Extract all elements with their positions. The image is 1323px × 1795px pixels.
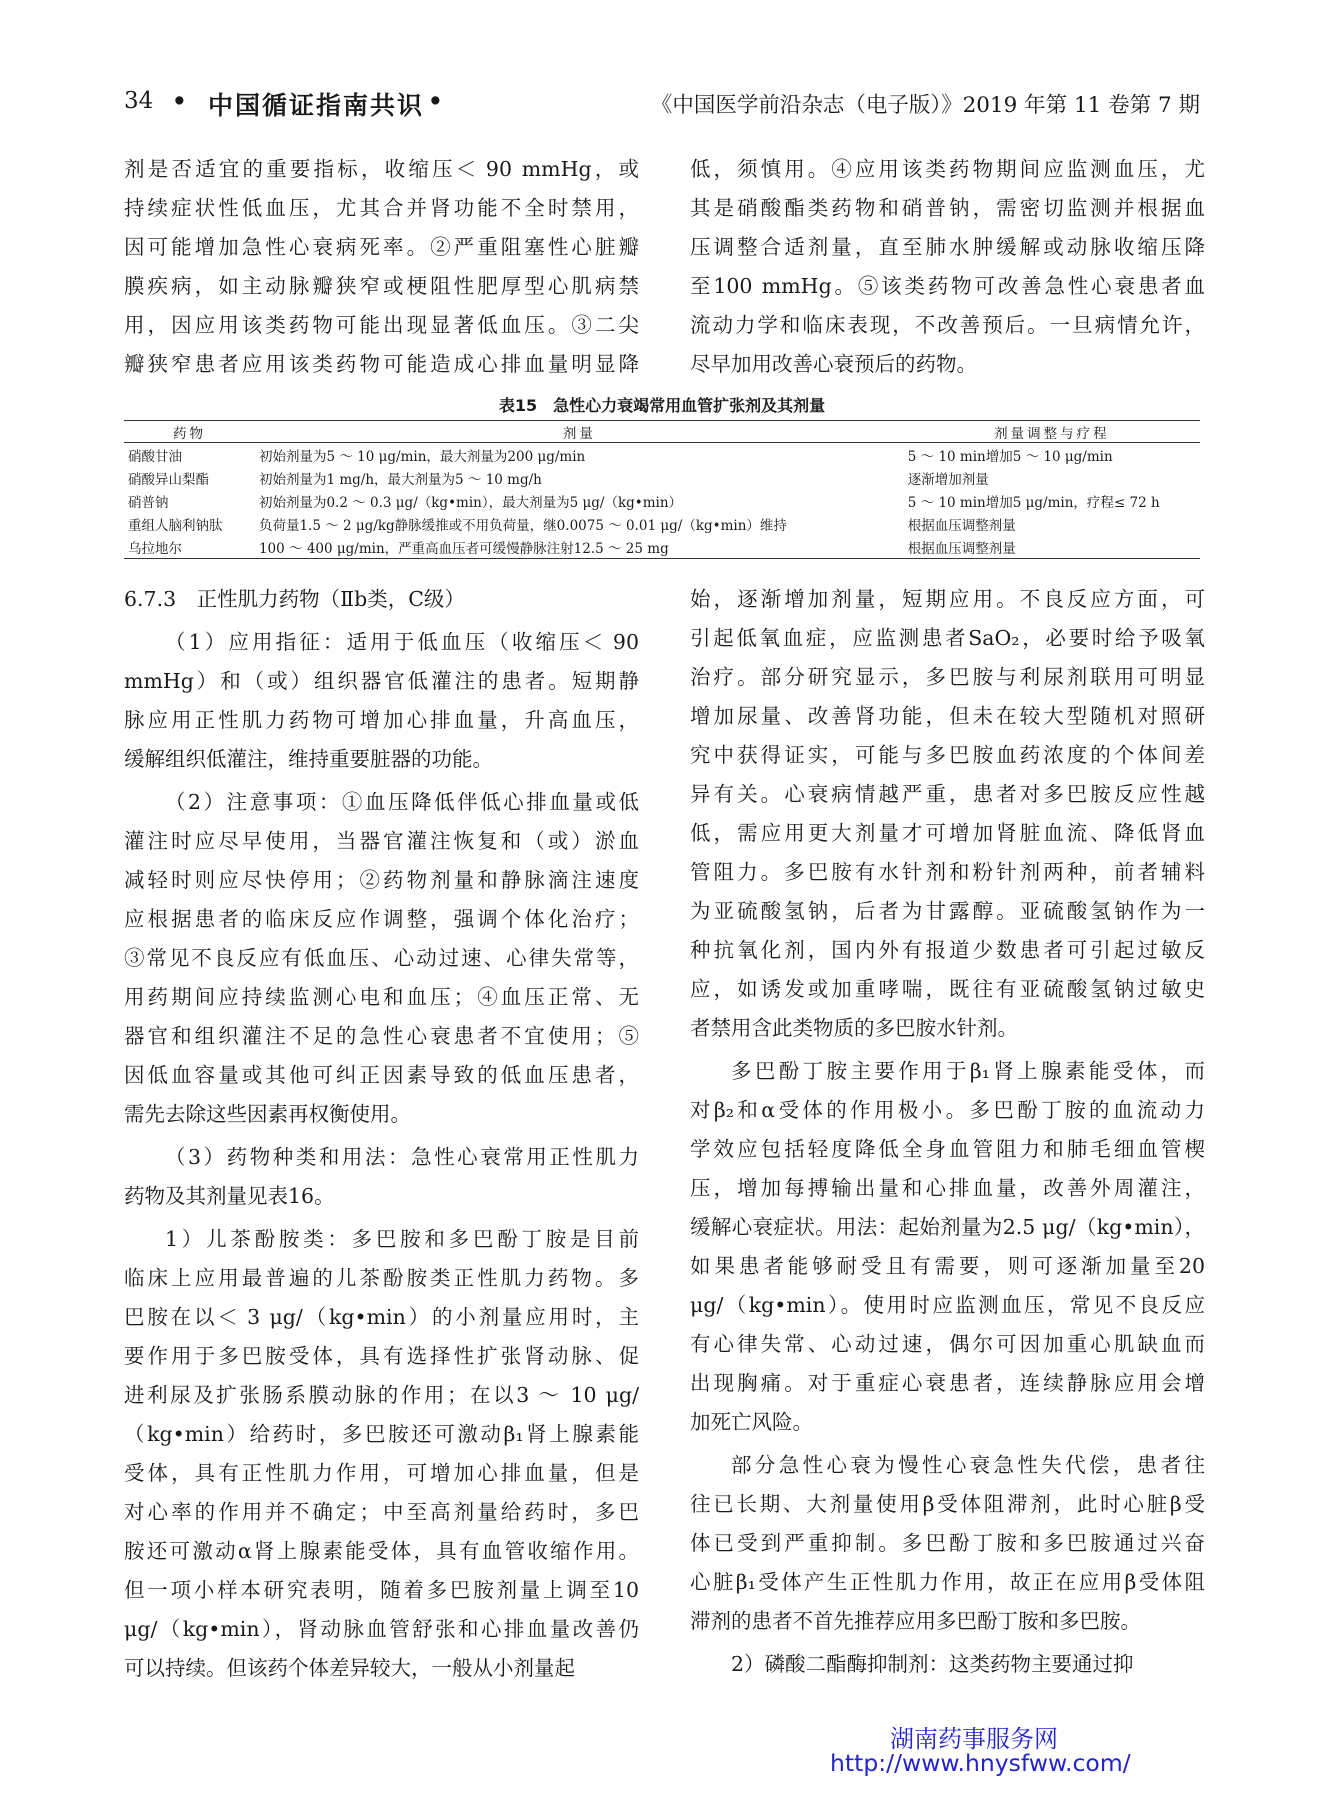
text-line: 药物及其剂量见表16。 (124, 1184, 335, 1208)
table-cell-dosage: 初始剂量为1 mg/h，最大剂量为5 ～ 10 mg/h (258, 471, 542, 488)
text-line: 巴胺在以＜ 3 μg/（kg•min）的小剂量应用时，主 (124, 1305, 639, 1329)
text-line: 用药期间应持续监测心电和血压；④血压正常、无 (124, 985, 639, 1009)
table-cell-adjustment: 根据血压调整剂量 (907, 517, 1016, 534)
text-line: 用，因应用该类药物可能出现显著低血压。③二尖 (124, 313, 639, 337)
text-line: 进利尿及扩张肠系膜动脉的作用；在以3 ～ 10 μg/ (124, 1383, 639, 1407)
text-line: ③常见不良反应有低血压、心动过速、心律失常等， (124, 946, 639, 970)
text-line: 多巴酚丁胺主要作用于β₁肾上腺素能受体，而 (731, 1059, 1205, 1083)
table-row (124, 489, 1200, 512)
table-row (124, 443, 1200, 467)
text-line: 低，需应用更大剂量才可增加肾脏血流、降低肾血 (690, 821, 1205, 845)
text-line: 受体，具有正性肌力作用，可增加心排血量，但是 (124, 1461, 639, 1485)
text-line: 但一项小样本研究表明，随着多巴胺剂量上调至10 (124, 1578, 639, 1602)
text-line: 有心律失常、心动过速，偶尔可因加重心肌缺血而 (690, 1332, 1205, 1356)
table-cell-drug: 硝酸异山梨酯 (128, 471, 209, 488)
text-line: 低，须慎用。④应用该类药物期间应监测血压，尤 (690, 157, 1205, 181)
column-left-bottom (124, 580, 639, 1688)
text-line: 剂是否适宜的重要指标，收缩压＜ 90 mmHg，或 (124, 157, 639, 181)
column-right-bottom (690, 580, 1205, 1684)
text-line: 临床上应用最普遍的儿茶酚胺类正性肌力药物。多 (124, 1266, 639, 1290)
text-line: 缓解心衰症状。用法：起始剂量为2.5 μg/（kg•min）， (690, 1215, 1205, 1239)
table-cell-adjustment: 5 ～ 10 min增加5 μg/min，疗程≤ 72 h (907, 494, 1160, 511)
table-cell-adjustment: 根据血压调整剂量 (904, 535, 1200, 559)
text-line: 为亚硫酸氢钠，后者为甘露醇。亚硫酸氢钠作为一 (690, 899, 1205, 923)
text-line: 需先去除这些因素再权衡使用。 (124, 1102, 411, 1126)
text-line: 增加尿量、改善肾功能，但未在较大型随机对照研 (690, 704, 1205, 728)
column-left-top (124, 150, 639, 384)
watermark-site-name: 湖南药事服务网 (890, 1725, 1058, 1753)
header-bullet-right: • (428, 88, 443, 115)
text-line: （kg•min）给药时，多巴胺还可激动β₁肾上腺素能 (124, 1422, 639, 1446)
text-line: 种抗氧化剂，国内外有报道少数患者可引起过敏反 (690, 938, 1205, 962)
text-line: 部分急性心衰为慢性心衰急性失代偿，患者往 (731, 1453, 1205, 1477)
text-line: 如果患者能够耐受且有需要，则可逐渐加量至20 (690, 1254, 1205, 1278)
watermark-url: http://www.hnysfww.com/ (830, 1749, 1131, 1777)
text-line: 引起低氧血症，应监测患者SaO₂，必要时给予吸氧 (690, 626, 1205, 650)
table-row (124, 535, 1200, 559)
vasodilator-dosage-table (124, 420, 1200, 559)
table-caption: 表15 急性心力衰竭常用血管扩张剂及其剂量 (498, 396, 826, 415)
text-line: 灌注时应尽早使用，当器官灌注恢复和（或）淤血 (124, 829, 639, 853)
text-line: 器官和组织灌注不足的急性心衰患者不宜使用；⑤ (124, 1024, 639, 1048)
text-line: 因可能增加急性心衰病死率。②严重阻塞性心脏瓣 (124, 235, 639, 259)
journal-info: 《中国医学前沿杂志（电子版）》2019 年第 11 卷第 7 期 (650, 93, 1200, 118)
header-bullet-left: • (172, 88, 187, 115)
table-cell-drug: 硝普钠 (128, 494, 169, 511)
text-line: 要作用于多巴胺受体，具有选择性扩张肾动脉、促 (124, 1344, 639, 1368)
text-line: 异有关。心衰病情越严重，患者对多巴胺反应性越 (690, 782, 1205, 806)
text-line: 应，如诱发或加重哮喘，既往有亚硫酸氢钠过敏史 (690, 977, 1205, 1001)
table-cell-dosage: 负荷量1.5 ～ 2 μg/kg静脉缓推或不用负荷量，继0.0075 ～ 0.01 μg/（kg•min）维持 (258, 517, 787, 534)
text-line: 对心率的作用并不确定；中至高剂量给药时，多巴 (124, 1500, 639, 1524)
text-line: （3）药物种类和用法：急性心衰常用正性肌力 (165, 1145, 639, 1169)
table-header-adjustment: 剂量调整与疗程 (904, 421, 1200, 443)
text-line: 往已长期、大剂量使用β受体阻滞剂，此时心脏β受 (690, 1492, 1205, 1516)
text-line: 体已受到严重抑制。多巴酚丁胺和多巴胺通过兴奋 (690, 1531, 1205, 1555)
table-header-row (124, 421, 1200, 443)
text-line: 始，逐渐增加剂量，短期应用。不良反应方面，可 (690, 587, 1205, 611)
text-line: 加死亡风险。 (690, 1410, 813, 1434)
table-header-drug: 药物 (124, 421, 255, 443)
text-line: 持续症状性低血压，尤其合并肾功能不全时禁用， (124, 196, 639, 220)
text-line: 1）儿茶酚胺类：多巴胺和多巴酚丁胺是目前 (165, 1227, 639, 1251)
page-number: 34 (124, 88, 154, 114)
text-line: 压，增加每搏输出量和心排血量，改善外周灌注， (690, 1176, 1205, 1200)
text-line: 者禁用含此类物质的多巴胺水针剂。 (690, 1016, 1018, 1040)
table-cell-dosage: 初始剂量为5 ～ 10 μg/min，最大剂量为200 μg/min (258, 448, 586, 465)
journal-section-tag: 中国循证指南共识 (208, 91, 425, 120)
text-line: 因低血容量或其他可纠正因素导致的低血压患者， (124, 1063, 639, 1087)
text-line: 对β₂和α受体的作用极小。多巴酚丁胺的血流动力 (690, 1098, 1205, 1122)
table-row (124, 466, 1200, 489)
text-line: 治疗。部分研究显示，多巴胺与利尿剂联用可明显 (690, 665, 1205, 689)
table-cell-drug: 乌拉地尔 (124, 535, 255, 559)
running-header (124, 86, 1200, 126)
text-line: mmHg）和（或）组织器官低灌注的患者。短期静 (124, 669, 639, 693)
table-cell-adjustment: 逐渐增加剂量 (907, 471, 989, 488)
text-line: （2）注意事项：①血压降低伴低心排血量或低 (165, 790, 639, 814)
text-line: 应根据患者的临床反应作调整，强调个体化治疗； (124, 907, 639, 931)
text-line: 管阻力。多巴胺有水针剂和粉针剂两种，前者辅料 (690, 860, 1205, 884)
text-line: 6.7.3 正性肌力药物（Ⅱb类，C级） (124, 587, 465, 611)
table-cell-drug: 硝酸甘油 (128, 448, 182, 465)
text-line: 滞剂的患者不首先推荐应用多巴酚丁胺和多巴胺。 (690, 1609, 1141, 1633)
table-cell-drug: 重组人脑利钠肽 (128, 517, 223, 534)
text-line: 2）磷酸二酯酶抑制剂：这类药物主要通过抑 (731, 1652, 1134, 1676)
text-line: 胺还可激动α肾上腺素能受体，具有血管收缩作用。 (124, 1539, 639, 1563)
text-line: 压调整合适剂量，直至肺水肿缓解或动脉收缩压降 (690, 235, 1205, 259)
text-line: 究中获得证实，可能与多巴胺血药浓度的个体间差 (690, 743, 1205, 767)
text-line: 学效应包括轻度降低全身血管阻力和肺毛细血管楔 (690, 1137, 1205, 1161)
text-line: 至100 mmHg。⑤该类药物可改善急性心衰患者血 (690, 274, 1205, 298)
table-cell-adjustment: 5 ～ 10 min增加5 ～ 10 μg/min (907, 448, 1113, 465)
text-line: 膜疾病，如主动脉瓣狭窄或梗阻性肥厚型心肌病禁 (124, 274, 639, 298)
table-header-dosage: 剂量 (255, 421, 904, 443)
text-line: 心脏β₁受体产生正性肌力作用，故正在应用β受体阻 (690, 1570, 1205, 1594)
text-line: 可以持续。但该药个体差异较大，一般从小剂量起 (124, 1656, 575, 1680)
text-line: 流动力学和临床表现，不改善预后。一旦病情允许， (690, 313, 1205, 337)
text-line: 尽早加用改善心衰预后的药物。 (690, 352, 977, 376)
table-cell-dosage: 100 ～ 400 μg/min，严重高血压者可缓慢静脉注射12.5 ～ 25 mg (255, 535, 904, 559)
text-line: μg/（kg•min）。使用时应监测血压，常见不良反应 (690, 1293, 1205, 1317)
text-line: 缓解组织低灌注，维持重要脏器的功能。 (124, 747, 493, 771)
text-line: μg/（kg•min），肾动脉血管舒张和心排血量改善仍 (124, 1617, 639, 1641)
table-row (124, 512, 1200, 535)
column-right-top (690, 150, 1205, 384)
text-line: 脉应用正性肌力药物可增加心排血量，升高血压， (124, 708, 639, 732)
text-line: 瓣狭窄患者应用该类药物可能造成心排血量明显降 (124, 352, 639, 376)
table-cell-dosage: 初始剂量为0.2 ～ 0.3 μg/（kg•min），最大剂量为5 μg/（kg•min） (258, 494, 683, 511)
text-line: （1）应用指征：适用于低血压（收缩压＜ 90 (165, 630, 639, 654)
text-line: 其是硝酸酯类药物和硝普钠，需密切监测并根据血 (690, 196, 1205, 220)
text-line: 出现胸痛。对于重症心衰患者，连续静脉应用会增 (690, 1371, 1205, 1395)
text-line: 减轻时则应尽快停用；②药物剂量和静脉滴注速度 (124, 868, 639, 892)
